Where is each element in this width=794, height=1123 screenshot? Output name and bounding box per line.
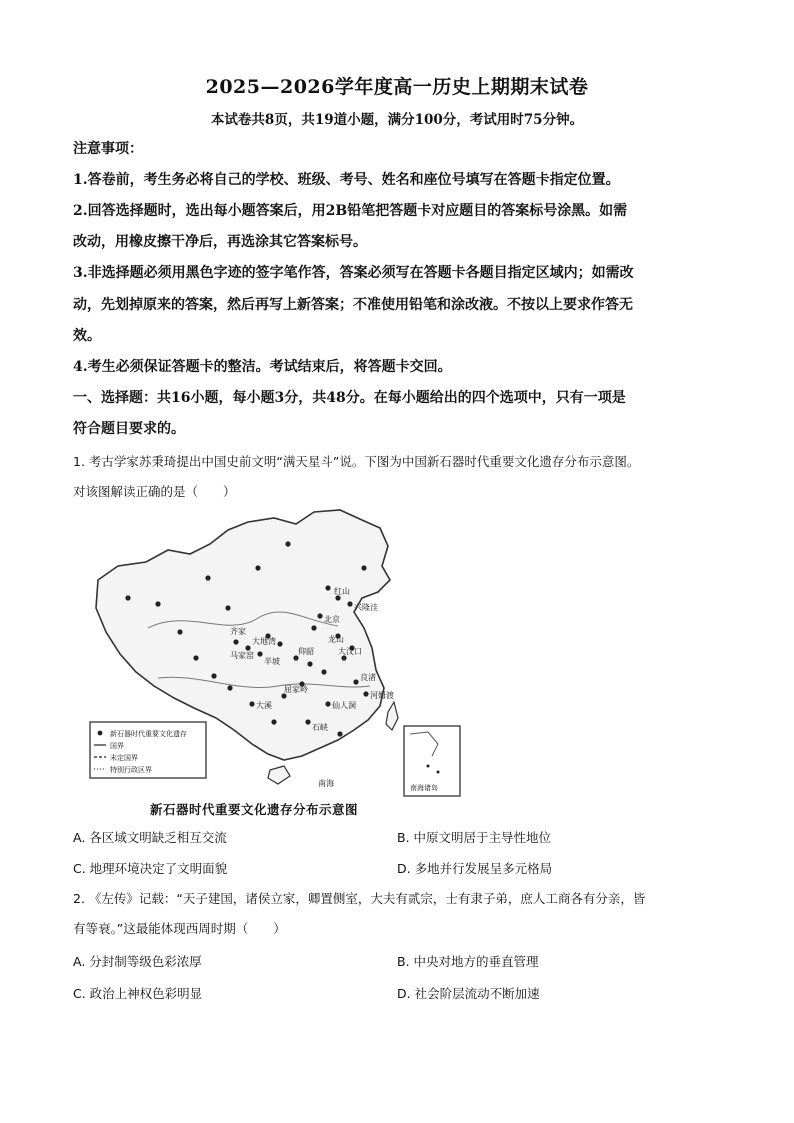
question-1-line-1: 1. 考古学家苏秉琦提出中国史前文明“满天星斗”说。下图为中国新石器时代重要文化遗存分布示意图。: [73, 454, 640, 469]
legend-border: 国界: [110, 742, 124, 750]
label-xinglongwa: 兴隆洼: [354, 603, 378, 612]
label-beijing: 北京: [324, 615, 340, 624]
notice-item-3-line-1: 3.非选择题必须用黑色字迹的签字笔作答，答案必须写在答题卡各题目指定区域内；如需改: [73, 265, 634, 281]
label-longshan: 龙山: [328, 635, 344, 644]
label-dawenkou: 大汶口: [338, 647, 362, 656]
q1-option-b: B. 中原文明居于主导性地位: [397, 830, 552, 845]
label-banpo: 半坡: [264, 657, 280, 666]
map-caption: 新石器时代重要文化遗存分布示意图: [150, 802, 359, 817]
exam-title: 2025—2026学年度高一历史上期期末试卷: [205, 76, 589, 98]
map-graphic: [88, 508, 468, 798]
legend-sar-border: 特别行政区界: [110, 766, 152, 774]
notice-item-3-line-2: 动，先划掉原来的答案，然后再写上新答案；不准使用铅笔和涂改液。不按以上要求作答无: [73, 297, 633, 313]
question-2-line-2: 有等衰。”这最能体现西周时期（ ）: [73, 921, 286, 936]
label-daxi: 大溪: [256, 701, 272, 710]
inset-label: 南海诸岛: [410, 784, 438, 792]
legend-sites: 新石器时代重要文化遗存: [110, 730, 187, 738]
notice-heading: 注意事项：: [73, 141, 143, 157]
q2-option-c: C. 政治上神权色彩明显: [73, 986, 203, 1001]
notice-item-3-line-3: 效。: [73, 328, 101, 344]
q1-option-d: D. 多地并行发展呈多元格局: [397, 861, 553, 876]
question-1-line-2: 对该图解读正确的是（ ）: [73, 484, 236, 499]
q2-option-b: B. 中央对地方的垂直管理: [397, 954, 539, 969]
notice-item-2-line-2: 改动，用橡皮擦干净后，再选涂其它答案标号。: [73, 234, 367, 250]
label-qijia: 齐家: [230, 627, 246, 636]
legend-undefined-border: 未定国界: [110, 754, 138, 762]
hainan-island: [268, 766, 290, 784]
taiwan-island: [386, 702, 398, 730]
q2-option-a: A. 分封制等级色彩浓厚: [73, 954, 202, 969]
q1-option-c: C. 地理环境决定了文明面貌: [73, 861, 228, 876]
label-hemudu: 河姆渡: [370, 691, 394, 700]
exam-subtitle: 本试卷共8页，共19道小题，满分100分，考试用时75分钟。: [210, 112, 584, 128]
south-sea-inset: [404, 726, 460, 796]
q2-option-d: D. 社会阶层流动不断加速: [397, 986, 540, 1001]
label-dadiwan: 大地湾: [252, 637, 276, 646]
notice-item-4: 4.考生必须保证答题卡的整洁。考试结束后，将答题卡交回。: [73, 359, 452, 375]
map-legend: [90, 722, 206, 778]
label-liangzhu: 良渚: [360, 673, 376, 682]
section-1-line-2: 符合题目要求的。: [73, 421, 185, 437]
label-hongshan: 红山: [334, 587, 350, 596]
notice-item-1: 1.答卷前，考生务必将自己的学校、班级、考号、姓名和座位号填写在答题卡指定位置。: [73, 172, 620, 188]
label-shixia: 石峡: [312, 723, 328, 732]
notice-item-2-line-1: 2.回答选择题时，选出每小题答案后，用2B铅笔把答题卡对应题目的答案标号涂黑。如需: [73, 203, 628, 219]
section-1-line-1: 一、选择题：共16小题，每小题3分，共48分。在每小题给出的四个选项中，只有一项是: [73, 390, 626, 406]
q1-option-a: A. 各区域文明缺乏相互交流: [73, 830, 227, 845]
question-2-line-1: 2. 《左传》记载：“天子建国，诸侯立家，卿置侧室，大夫有贰宗，士有隶子弟，庶人工商各有分亲，皆: [73, 891, 646, 906]
label-qujialing: 屈家岭: [284, 685, 308, 694]
neolithic-sites-map: [88, 508, 468, 798]
label-majiayao: 马家窑: [230, 651, 254, 660]
label-south-sea: 南海: [318, 779, 334, 788]
label-xianrendong: 仙人洞: [332, 701, 356, 710]
label-yangshao: 仰韶: [298, 647, 314, 656]
